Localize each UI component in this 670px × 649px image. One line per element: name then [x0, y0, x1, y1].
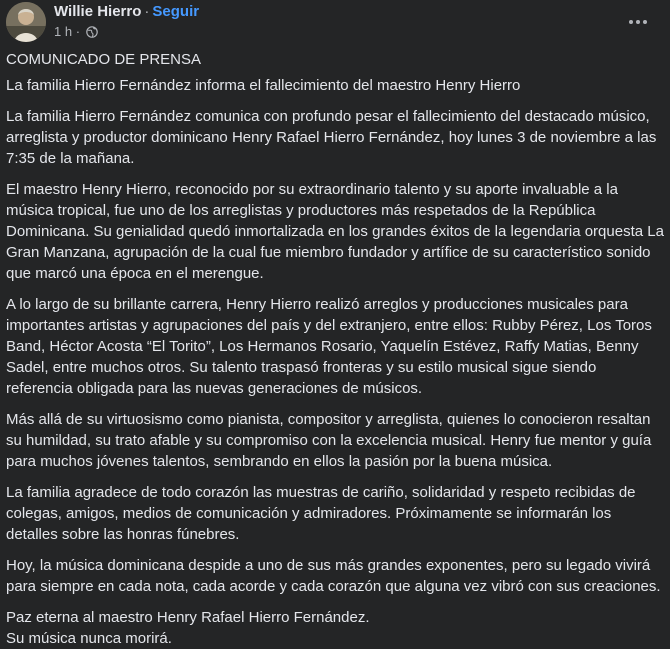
- more-options-button[interactable]: [624, 8, 652, 36]
- post-paragraph: A lo largo de su brillante carrera, Henry Hierro realizó arreglos y producciones musicales para importantes artistas y agrupaciones del país y del extranjero, entre ellos: Rubby Pérez, Los Toros Band, Héctor Acosta “El Torito”, Los Hermanos Rosario, Yaquelín Estévez, Raffy Matias, Benny Sadel, entre muchos otros. Su talento traspasó fronteras y su estilo musical sigue siendo referencia obligada para las nuevas generaciones de músicos.: [6, 296, 652, 397]
- post-subheading: La familia Hierro Fernández informa el fallecimiento del maestro Henry Hierro: [6, 77, 521, 94]
- more-horizontal-icon: [628, 19, 648, 25]
- post-paragraph: Hoy, la música dominicana despide a uno de sus más grandes exponentes, pero su legado vivirá para siempre en cada nota, cada acorde y cada corazón que alguna vez vibró con sus creaciones.: [6, 557, 661, 595]
- author-line: [54, 3, 199, 21]
- post-paragraph: La familia Hierro Fernández comunica con profundo pesar el fallecimiento del destacado músico, arreglista y productor dominicano Henry Rafael Hierro Fernández, hoy lunes 3 de noviembre a las 7:35 de la mañana.: [6, 108, 657, 167]
- post-heading: COMUNICADO DE PRENSA: [6, 51, 202, 68]
- post-header: [0, 0, 670, 48]
- post-closing: [6, 607, 664, 649]
- post-body: [6, 49, 664, 649]
- follow-button[interactable]: Seguir: [152, 3, 200, 20]
- author-name[interactable]: Willie Hierro: [54, 3, 142, 20]
- post-paragraph: La familia agradece de todo corazón las muestras de cariño, solidaridad y respeto recibidas de colegas, amigos, medios de comunicación y admiradores. Próximamente se informarán los detalles sobre las honras fúnebres.: [6, 484, 636, 543]
- post-timestamp[interactable]: 1 h: [54, 24, 73, 39]
- meta-separator: ·: [75, 24, 81, 39]
- avatar[interactable]: [6, 2, 46, 42]
- post-paragraph: El maestro Henry Hierro, reconocido por su extraordinario talento y su aporte invaluable a la música tropical, fue uno de los arreglistas y productores más respetados de la República Dominicana. Su genialidad quedó inmortalizada en los grandes éxitos de la legendaria orquesta La Gran Manzana, agrupación de la cual fue miembro fundador y artífice de su característico sonido que marcó una época en el merengue.: [6, 181, 664, 282]
- globe-icon[interactable]: [86, 26, 98, 42]
- author-separator: ·: [144, 3, 150, 20]
- post-paragraph: Más allá de su virtuosismo como pianista, compositor y arreglista, quienes lo conocieron resaltan su humildad, su trato afable y su compromiso con la excelencia musical. Henry fue mentor y guía para muchos jóvenes talentos, sembrando en ellos la pasión por la buena música.: [6, 411, 652, 470]
- post-meta: [54, 24, 98, 42]
- avatar-photo: [6, 2, 46, 42]
- post-closing-line: Paz eterna al maestro Henry Rafael Hierro Fernández.: [6, 609, 370, 626]
- post-closing-line: Su música nunca morirá.: [6, 630, 172, 647]
